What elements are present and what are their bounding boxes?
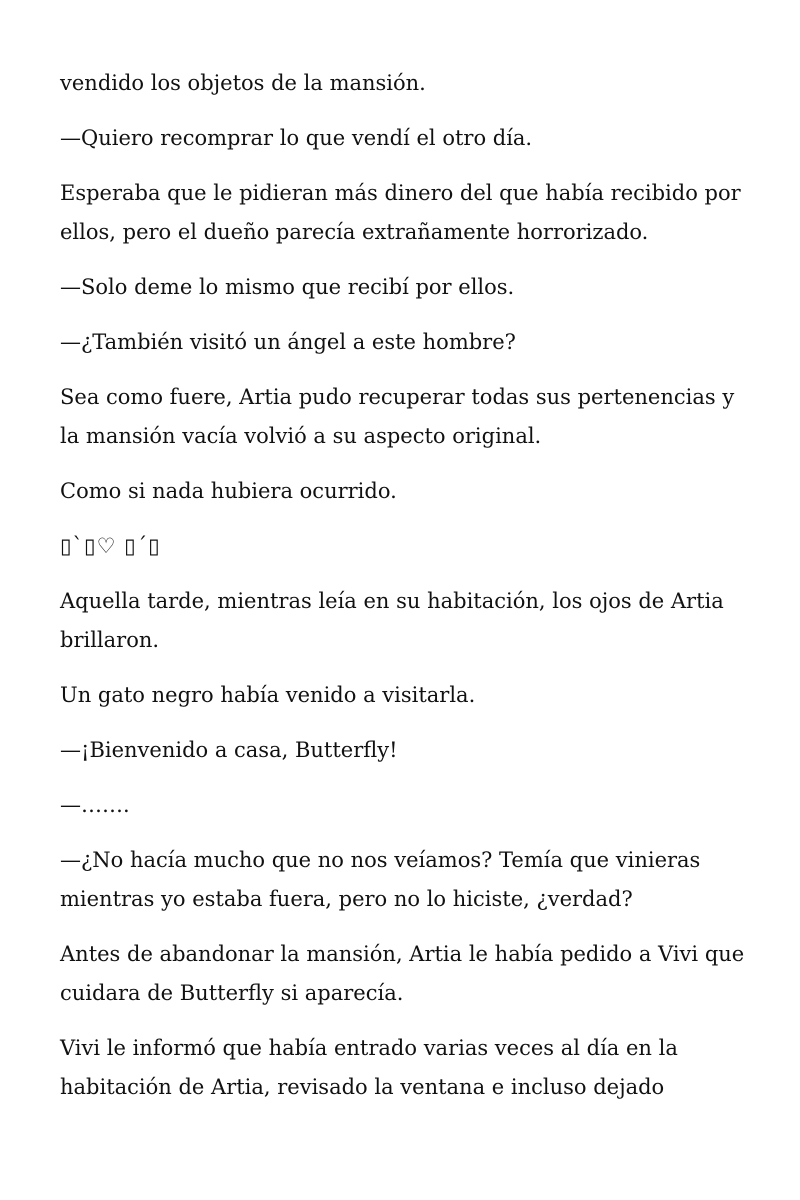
scene-divider: ▯`▯♡ ▯´▯ <box>60 534 161 558</box>
paragraph-3: Esperaba que le pidieran más dinero del que había recibido por ellos, pero el dueño parecía extrañamente horrorizado. <box>60 181 741 244</box>
paragraph-4: —Solo deme lo mismo que recibí por ellos. <box>60 275 515 299</box>
paragraph-9: Un gato negro había venido a visitarla. <box>60 683 476 707</box>
paragraph-5: —¿También visitó un ángel a este hombre? <box>60 330 516 354</box>
paragraph-14: Vivi le informó que había entrado varias veces al día en la habitación de Artia, revisado la ventana e incluso dejado <box>60 1036 678 1099</box>
paragraph-11: —……. <box>60 793 130 817</box>
document-page <box>60 64 750 1123</box>
paragraph-1: vendido los objetos de la mansión. <box>60 71 426 95</box>
paragraph-10: —¡Bienvenido a casa, Butterfly! <box>60 738 398 762</box>
paragraph-13: Antes de abandonar la mansión, Artia le había pedido a Vivi que cuidara de Butterfly si aparecía. <box>60 942 745 1005</box>
paragraph-8: Aquella tarde, mientras leía en su habitación, los ojos de Artia brillaron. <box>60 589 724 652</box>
paragraph-6: Sea como fuere, Artia pudo recuperar todas sus pertenencias y la mansión vacía volvió a su aspecto original. <box>60 385 735 448</box>
paragraph-12: —¿No hacía mucho que no nos veíamos? Temía que vinieras mientras yo estaba fuera, pero no lo hiciste, ¿verdad? <box>60 848 701 911</box>
paragraph-2: —Quiero recomprar lo que vendí el otro día. <box>60 126 533 150</box>
paragraph-7: Como si nada hubiera ocurrido. <box>60 479 397 503</box>
